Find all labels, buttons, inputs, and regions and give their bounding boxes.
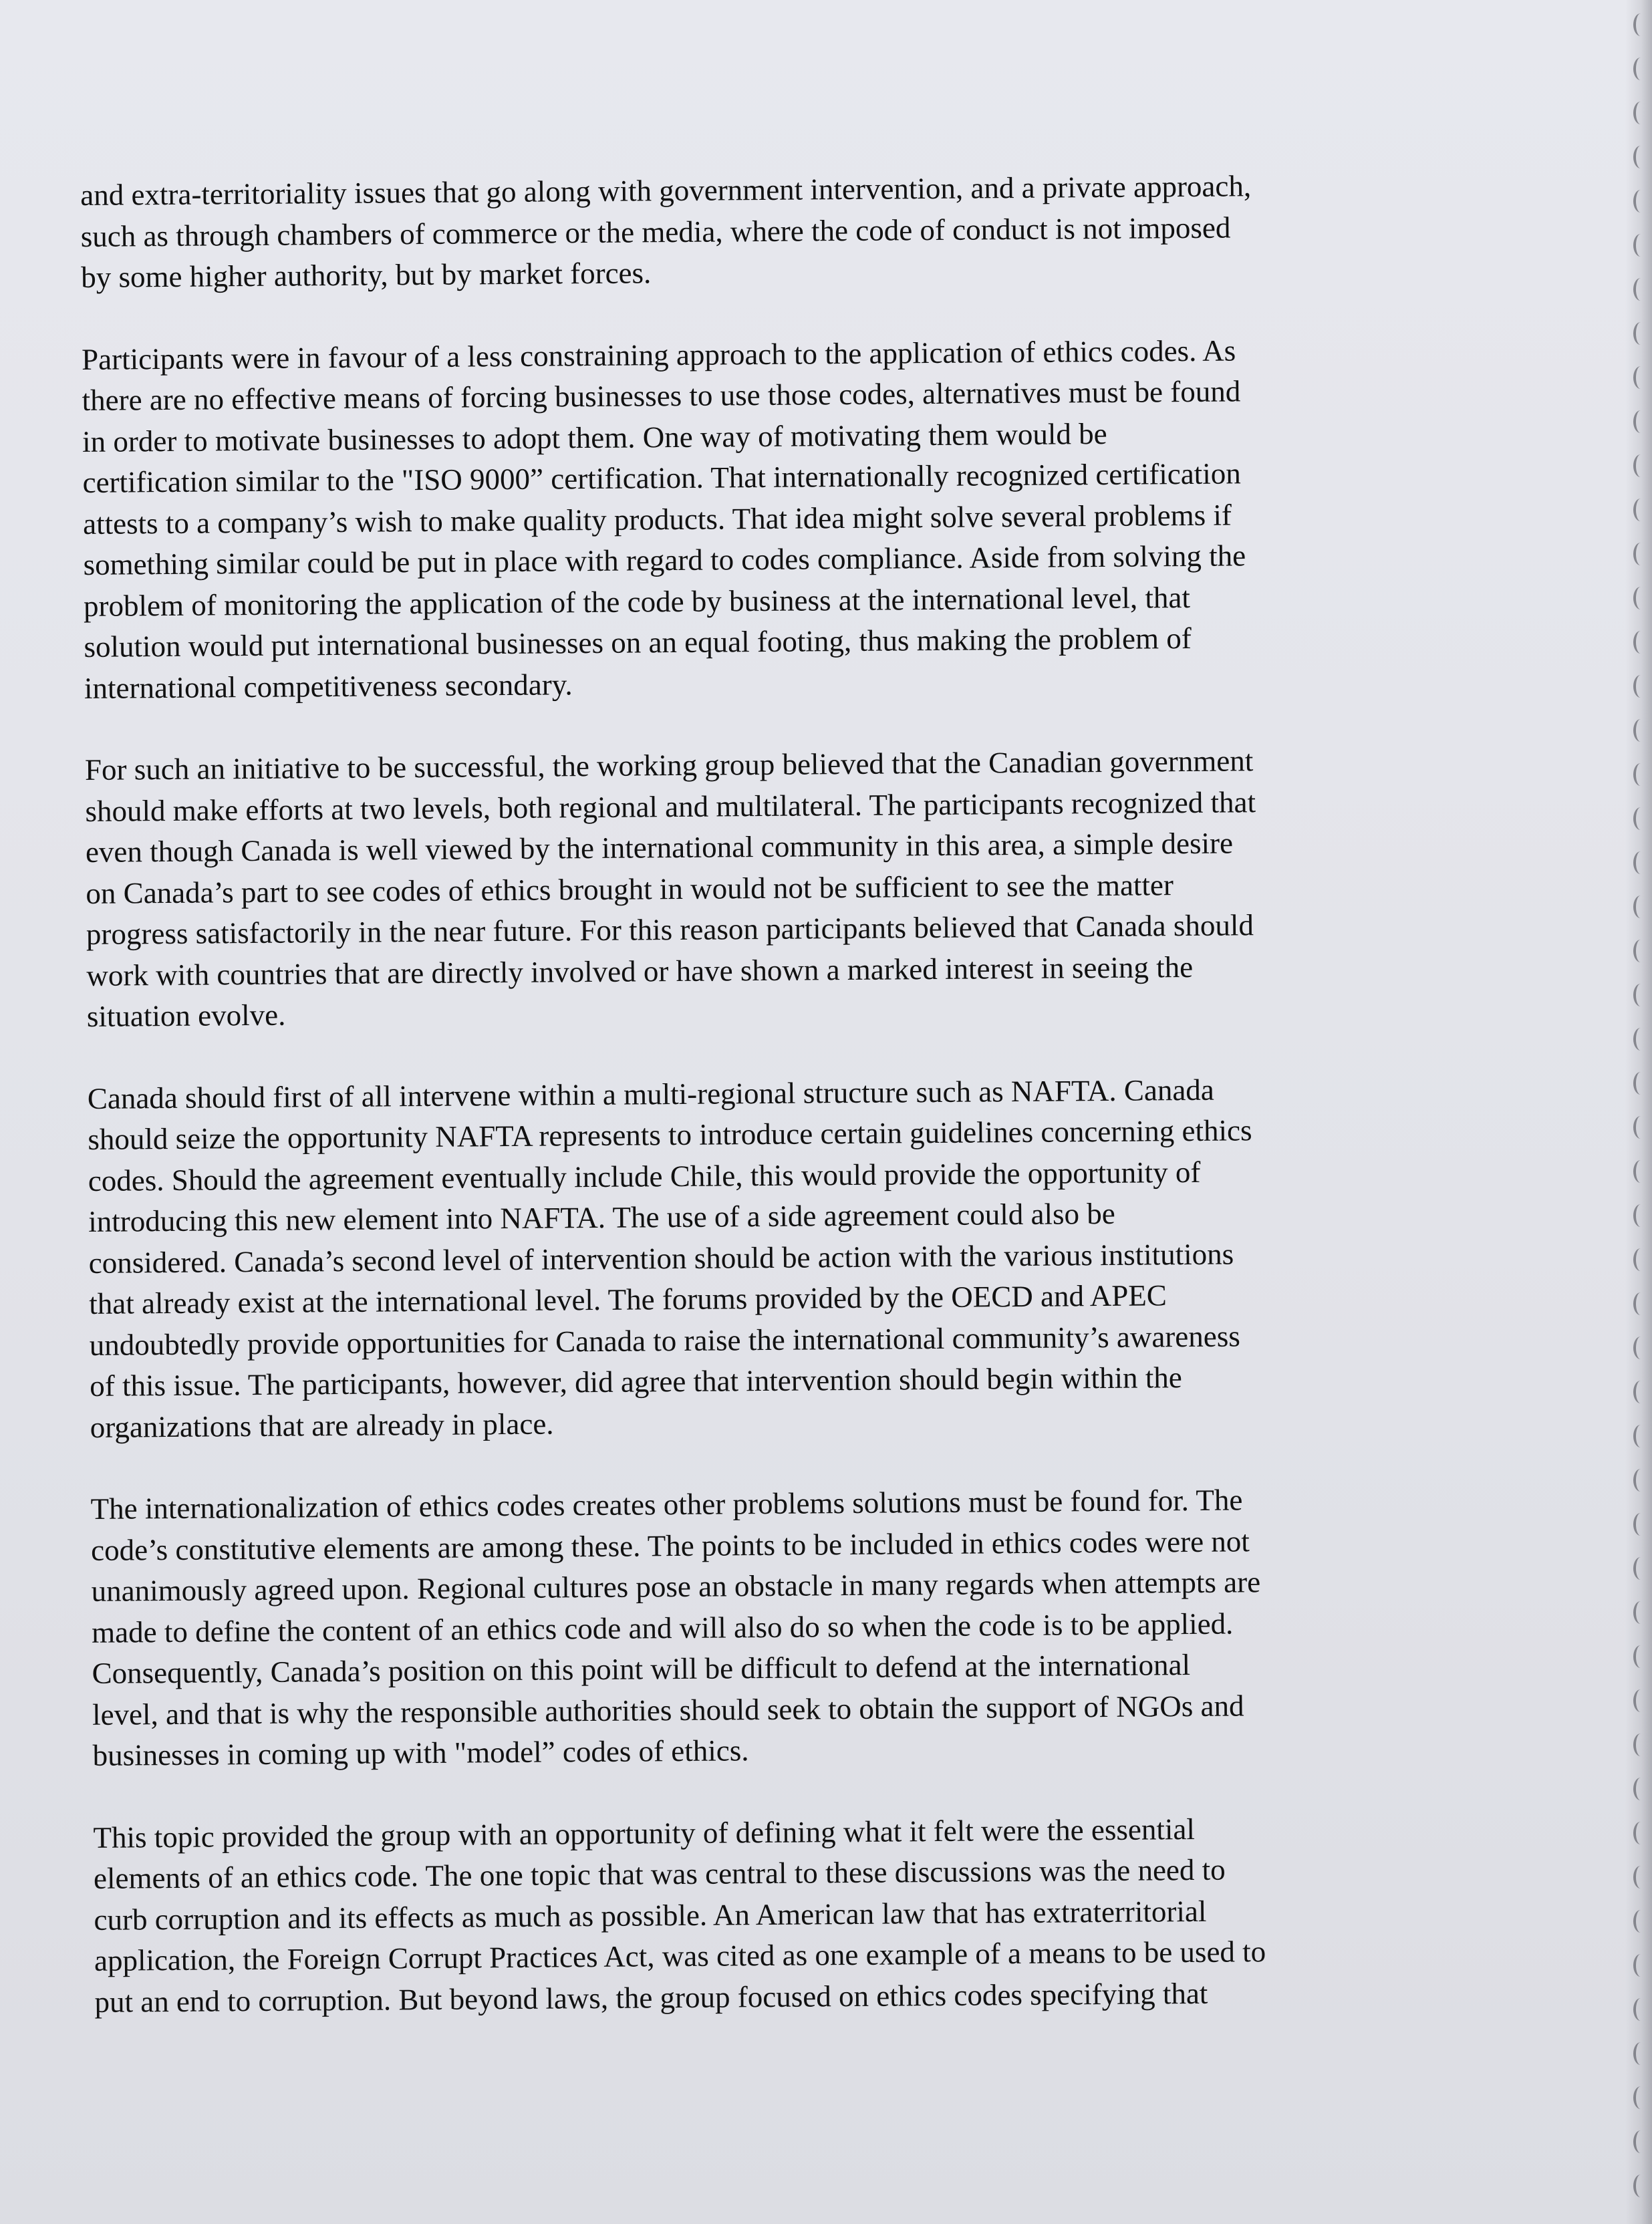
binding-coil	[1633, 1910, 1648, 1933]
text-line: problem of monitoring the application of the code by business at the international level, that	[83, 580, 1191, 623]
text-line: code’s constitutive elements are among these. The points to be included in ethics codes were not	[90, 1524, 1250, 1567]
binding-coil	[1633, 410, 1648, 433]
spiral-binding-edge	[1625, 0, 1652, 2224]
binding-coil	[1633, 1601, 1648, 1624]
binding-coil	[1633, 1822, 1648, 1844]
binding-coil	[1633, 2042, 1648, 2065]
document-body	[80, 164, 1485, 2060]
binding-coil	[1633, 2130, 1648, 2153]
text-line: even though Canada is well viewed by the international community in this area, a simple desire	[85, 826, 1234, 869]
binding-coil	[1633, 57, 1648, 80]
binding-coil	[1633, 940, 1648, 962]
binding-coil	[1633, 190, 1648, 213]
text-line: there are no effective means of forcing businesses to use those codes, alternatives must be found	[82, 374, 1241, 417]
binding-coil	[1633, 1028, 1648, 1051]
text-line: work with countries that are directly involved or have shown a marked interest in seeing the	[86, 950, 1194, 992]
text-line: and extra-territoriality issues that go along with government intervention, and a private approach,	[80, 169, 1252, 212]
text-line: unanimously agreed upon. Regional cultures pose an obstacle in many regards when attempts are	[91, 1565, 1261, 1608]
text-line: elements of an ethics code. The one topic that was central to these discussions was the need to	[93, 1852, 1226, 1895]
paragraph	[90, 1478, 1482, 1777]
binding-coil	[1633, 2086, 1648, 2109]
text-line: that already exist at the international level. The forums provided by the OECD and APEC	[89, 1278, 1167, 1320]
text-line: put an end to corruption. But beyond laws, the group focused on ethics codes specifying that	[94, 1976, 1208, 2019]
binding-coil	[1633, 102, 1648, 124]
binding-coil	[1633, 851, 1648, 874]
binding-coil	[1633, 1557, 1648, 1580]
binding-coil	[1633, 895, 1648, 918]
text-line: This topic provided the group with an opportunity of defining what it felt were the essential	[93, 1812, 1196, 1854]
binding-coil	[1633, 1381, 1648, 1403]
binding-coil	[1633, 807, 1648, 830]
text-line: undoubtedly provide opportunities for Canada to raise the international community’s awareness	[89, 1318, 1240, 1362]
binding-coil	[1633, 499, 1648, 521]
text-line: in order to motivate businesses to adopt them. One way of motivating them would be	[82, 416, 1107, 458]
binding-coil	[1633, 1954, 1648, 1977]
text-line: Participants were in favour of a less constraining approach to the application of ethics codes. As	[81, 333, 1236, 376]
paragraph	[80, 164, 1471, 299]
binding-coil	[1633, 1160, 1648, 1183]
paragraph	[85, 739, 1477, 1038]
text-line: on Canada’s part to see codes of ethics brought in would not be sufficient to see the matter	[86, 867, 1174, 910]
text-line: considered. Canada’s second level of intervention should be action with the various institutions	[88, 1236, 1234, 1280]
binding-coil	[1633, 13, 1648, 36]
binding-coil	[1633, 543, 1648, 565]
text-line: international competitiveness secondary.	[84, 667, 573, 705]
binding-coil	[1633, 234, 1648, 257]
binding-coil	[1633, 1645, 1648, 1668]
binding-coil	[1633, 1866, 1648, 1889]
binding-coil	[1633, 1778, 1648, 1800]
binding-coil	[1633, 1425, 1648, 1447]
text-line: situation evolve.	[86, 998, 286, 1033]
paragraph	[88, 1067, 1480, 1448]
text-line: by some higher authority, but by market forces.	[81, 256, 652, 294]
paragraph	[93, 1806, 1484, 2023]
binding-coil	[1633, 675, 1648, 698]
binding-coil	[1633, 1998, 1648, 2021]
binding-coil	[1633, 1469, 1648, 1492]
binding-coil	[1633, 631, 1648, 654]
text-line: solution would put international businesses on an equal footing, thus making the problem of	[84, 621, 1192, 664]
binding-coil	[1633, 1116, 1648, 1139]
text-line: introducing this new element into NAFTA. The use of a side agreement could also be	[88, 1196, 1115, 1238]
text-line: For such an initiative to be successful, the working group believed that the Canadian government	[84, 744, 1254, 787]
binding-coil	[1633, 1292, 1648, 1315]
binding-coil	[1633, 146, 1648, 168]
binding-coil	[1633, 763, 1648, 786]
text-line: should make efforts at two levels, both regional and multilateral. The participants recognized that	[85, 785, 1256, 828]
text-line: level, and that is why the responsible authorities should seek to obtain the support of NGOs and	[92, 1688, 1244, 1731]
binding-coil	[1633, 984, 1648, 1006]
binding-coil	[1633, 366, 1648, 389]
text-line: something similar could be put in place with regard to codes compliance. Aside from solving the	[83, 539, 1246, 581]
text-line: attests to a company’s wish to make quality products. That idea might solve several problems if	[82, 497, 1232, 541]
binding-coil	[1633, 1513, 1648, 1536]
binding-coil	[1633, 322, 1648, 345]
text-line: made to define the content of an ethics code and will also do so when the code is to be applied.	[91, 1607, 1234, 1649]
binding-coil	[1633, 719, 1648, 742]
text-line: certification similar to the "ISO 9000” certification. That internationally recognized certification	[82, 456, 1241, 499]
text-line: Canada should first of all intervene within a multi-regional structure such as NAFTA. Canada	[87, 1073, 1214, 1115]
binding-coil	[1633, 1072, 1648, 1095]
binding-coil	[1633, 1204, 1648, 1227]
text-line: curb corruption and its effects as much as possible. An American law that has extraterritorial	[94, 1894, 1207, 1937]
text-line: businesses in coming up with "model” codes of ethics.	[92, 1733, 749, 1772]
binding-coil	[1633, 587, 1648, 609]
binding-coil	[1633, 1733, 1648, 1756]
text-line: such as through chambers of commerce or the media, where the code of conduct is not imposed	[80, 210, 1231, 253]
binding-coil	[1633, 1248, 1648, 1271]
text-line: of this issue. The participants, however, did agree that intervention should begin within the	[90, 1361, 1182, 1403]
paragraph	[82, 328, 1474, 709]
text-line: progress satisfactorily in the near future. For this reason participants believed that Canada should	[86, 908, 1254, 951]
binding-coil	[1633, 1337, 1648, 1359]
binding-coil	[1633, 1689, 1648, 1712]
binding-coil	[1633, 278, 1648, 301]
binding-coil	[1633, 454, 1648, 477]
text-line: Consequently, Canada’s position on this point will be difficult to defend at the international	[92, 1648, 1191, 1690]
binding-coil	[1633, 2175, 1648, 2197]
text-line: codes. Should the agreement eventually include Chile, this would provide the opportunity of	[88, 1155, 1201, 1198]
text-line: should seize the opportunity NAFTA represents to introduce certain guidelines concerning ethics	[88, 1113, 1252, 1156]
text-line: organizations that are already in place.	[90, 1406, 554, 1444]
text-line: The internationalization of ethics codes creates other problems solutions must be found for. The	[90, 1483, 1243, 1526]
text-line: application, the Foreign Corrupt Practices Act, was cited as one example of a means to be used to	[94, 1935, 1266, 1977]
